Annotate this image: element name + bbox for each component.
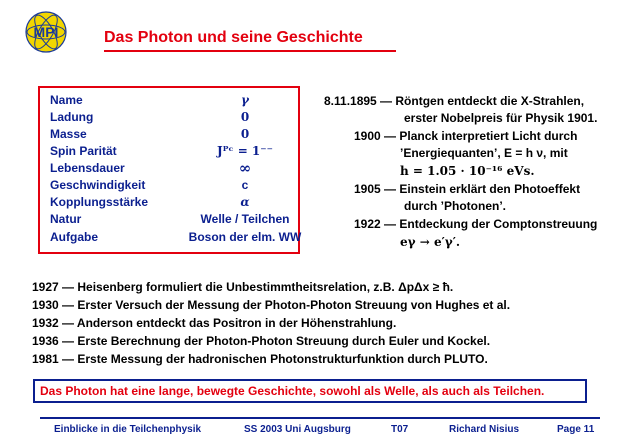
property-name: Name <box>50 93 83 107</box>
timeline-entry: 1922 — Entdeckung der Comptonstreuung <box>354 217 598 231</box>
history-item: 1932 — Anderson entdeckt das Positron in der Höhenstrahlung. <box>32 316 397 330</box>
mpi-logo-graphic <box>24 10 68 54</box>
property-row <box>50 127 296 144</box>
footer-page: Page 11 <box>557 424 595 435</box>
property-value: Welle / Teilchen <box>200 212 290 226</box>
history-item: 1981 — Erste Messung der hadronischen Photonstrukturfunktion durch PLUTO. <box>32 352 488 366</box>
property-name: Spin Parität <box>50 144 117 158</box>
title-underline <box>104 50 396 52</box>
footer-term: SS 2003 Uni Augsburg <box>244 424 351 435</box>
property-row <box>50 110 296 127</box>
timeline-entry: h = 1.05 · 10⁻¹⁶ eVs. <box>400 164 535 178</box>
property-name: Geschwindigkeit <box>50 178 146 192</box>
property-value: 0 <box>240 110 250 124</box>
property-name: Ladung <box>50 110 94 124</box>
timeline-entry: eγ → e′γ′. <box>400 235 461 249</box>
timeline-entry: durch ’Photonen’. <box>404 199 506 213</box>
timeline-entry: 1905 — Einstein erklärt den Photoeffekt <box>354 182 581 196</box>
conclusion-text: Das Photon hat eine lange, bewegte Geschichte, sowohl als Welle, als auch als Teilchen. <box>40 384 545 398</box>
property-value: Jᴾᶜ = 1⁻⁻ <box>217 144 273 158</box>
property-row <box>50 161 296 178</box>
timeline-entry: 1900 — Planck interpretiert Licht durch <box>354 129 578 143</box>
timeline-entry: erster Nobelpreis für Physik 1901. <box>404 111 598 125</box>
property-value: c <box>241 178 249 192</box>
history-item: 1927 — Heisenberg formuliert die Unbestimmtheitsrelation, z.B. ΔpΔx ≥ ħ. <box>32 280 454 294</box>
logo-text: MPI <box>33 24 59 40</box>
property-row <box>50 93 296 110</box>
property-name: Aufgabe <box>50 230 98 244</box>
page-title: Das Photon und seine Geschichte <box>104 29 363 46</box>
timeline-entry: 8.11.1895 — Röntgen entdeckt die X-Strahlen, <box>324 94 585 108</box>
timeline-entry: ’Energiequanten’, E = h ν, mit <box>400 146 568 160</box>
property-name: Kopplungsstärke <box>50 195 149 209</box>
property-value: 0 <box>240 127 250 141</box>
properties-box <box>38 86 300 254</box>
property-row <box>50 212 296 229</box>
property-name: Masse <box>50 127 87 141</box>
property-value: ∞ <box>238 159 252 177</box>
history-item: 1930 — Erster Versuch der Messung der Photon-Photon Streuung von Hughes et al. <box>32 298 511 312</box>
conclusion-box <box>33 379 587 403</box>
property-row <box>50 230 302 247</box>
property-value: Boson der elm. WW <box>188 230 302 244</box>
history-item: 1936 — Erste Berechnung der Photon-Photon Streuung durch Euler und Kockel. <box>32 334 491 348</box>
property-row <box>50 178 296 195</box>
property-value: γ <box>241 93 249 107</box>
property-value: α <box>240 195 250 209</box>
footer-divider <box>40 417 600 419</box>
mpi-logo <box>24 10 68 54</box>
footer-course: Einblicke in die Teilchenphysik <box>54 424 202 435</box>
property-name: Lebensdauer <box>50 161 125 175</box>
property-row <box>50 195 296 212</box>
footer-code: T07 <box>391 424 409 435</box>
property-name: Natur <box>50 212 82 226</box>
footer-author: Richard Nisius <box>449 424 520 435</box>
